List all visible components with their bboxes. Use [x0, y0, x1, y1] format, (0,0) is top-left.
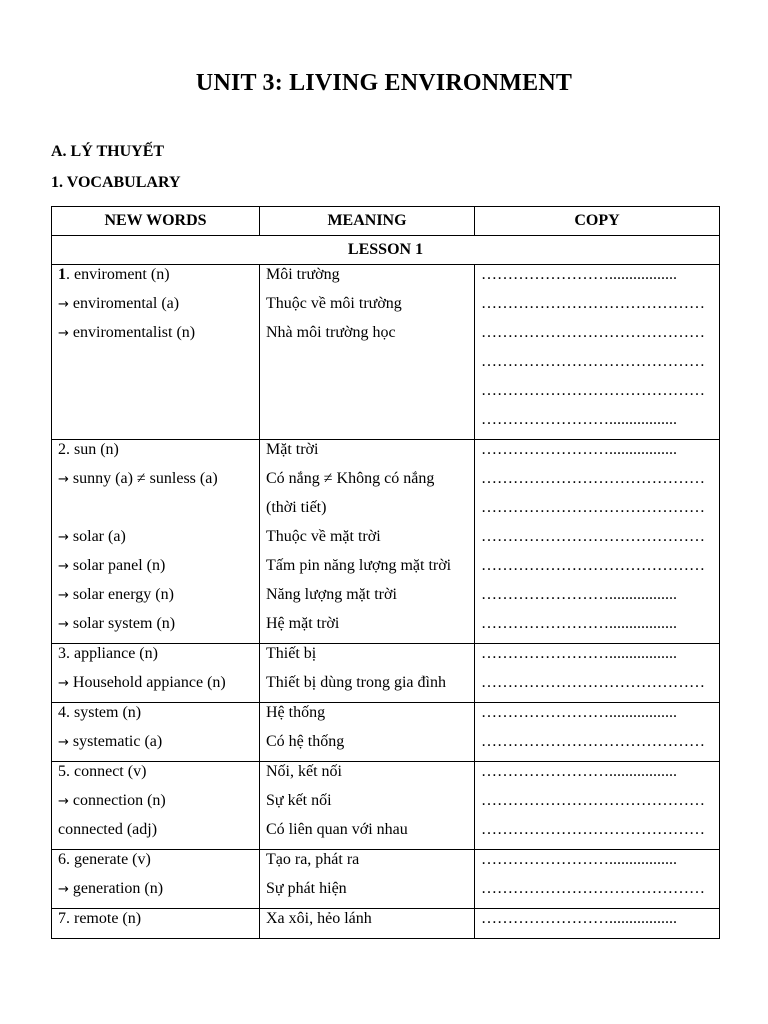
meaning-line: Mặt trời — [266, 441, 319, 458]
copy-cell — [475, 644, 720, 703]
word-line — [58, 879, 253, 908]
copy-blank-line[interactable]: ……………………................. — [481, 615, 677, 632]
meaning-line: Sự phát hiện — [266, 880, 347, 897]
section-heading-theory: A. LÝ THUYẾT — [51, 143, 165, 160]
meaning-cell — [260, 703, 475, 762]
meaning-cell — [260, 265, 475, 440]
word-line — [58, 585, 253, 614]
arrow-icon: → — [58, 735, 69, 750]
word-text: . enviroment (n) — [66, 266, 170, 283]
word-line — [58, 820, 253, 849]
copy-blank-line[interactable]: …………………………………… — [481, 382, 705, 399]
meaning-cell — [260, 909, 475, 939]
header-copy: COPY — [475, 207, 720, 236]
new-words-cell — [52, 703, 260, 762]
copy-blank-line[interactable]: …………………………………… — [481, 792, 705, 809]
word-text: 4. system (n) — [58, 704, 142, 721]
copy-blank-line[interactable]: ……………………................. — [481, 851, 677, 868]
word-line — [58, 909, 253, 938]
section-heading-vocabulary: 1. VOCABULARY — [51, 174, 181, 191]
word-line — [58, 673, 253, 702]
copy-cell — [475, 850, 720, 909]
copy-blank-line[interactable]: …………………………………… — [481, 353, 705, 370]
word-line — [58, 614, 253, 643]
word-line — [58, 469, 253, 498]
copy-blank-line[interactable]: …………………………………… — [481, 674, 705, 691]
word-line — [58, 294, 253, 323]
word-line — [58, 440, 253, 469]
new-words-cell — [52, 909, 260, 939]
table-row — [52, 265, 720, 440]
word-text: connection (n) — [72, 792, 166, 809]
meaning-line: Có hệ thống — [266, 733, 345, 750]
vocabulary-table — [51, 206, 720, 939]
arrow-icon: → — [58, 676, 69, 691]
copy-blank-line[interactable]: …………………………………… — [481, 880, 705, 897]
copy-blank-line[interactable]: …………………………………… — [481, 528, 705, 545]
copy-blank-line[interactable]: ……………………................. — [481, 645, 677, 662]
word-text: 6. generate (v) — [58, 851, 151, 868]
arrow-icon: → — [58, 588, 69, 603]
arrow-icon: → — [58, 794, 69, 809]
word-line — [58, 791, 253, 820]
table-row — [52, 703, 720, 762]
meaning-line: Môi trường — [266, 266, 340, 283]
table-row — [52, 644, 720, 703]
word-text: enviromental (a) — [72, 295, 180, 312]
meaning-line: Tạo ra, phát ra — [266, 851, 360, 868]
copy-blank-line[interactable]: …………………………………… — [481, 733, 705, 750]
meaning-line: Thiết bị — [266, 645, 317, 662]
meaning-line: Nối, kết nối — [266, 763, 342, 780]
meaning-line: Năng lượng mặt trời — [266, 586, 397, 603]
word-line — [58, 644, 253, 673]
meaning-line — [266, 352, 468, 381]
word-text: sunny (a) ≠ sunless (a) — [72, 470, 218, 487]
copy-blank-line[interactable]: …………………………………… — [481, 324, 705, 341]
table-row — [52, 440, 720, 644]
arrow-icon: → — [58, 559, 69, 574]
copy-cell — [475, 909, 720, 939]
meaning-line: Có nắng ≠ Không có nắng — [266, 470, 435, 487]
word-text: 5. connect (v) — [58, 763, 147, 780]
word-line — [58, 498, 253, 527]
word-line — [58, 527, 253, 556]
table-row — [52, 850, 720, 909]
page-title: UNIT 3: LIVING ENVIRONMENT — [195, 70, 573, 96]
meaning-line: Nhà môi trường học — [266, 324, 396, 341]
word-line — [58, 410, 253, 439]
copy-cell — [475, 762, 720, 850]
word-line — [58, 265, 253, 294]
word-line — [58, 703, 253, 732]
word-text: solar system (n) — [72, 615, 176, 632]
meaning-line: Thiết bị dùng trong gia đình — [266, 674, 446, 691]
copy-blank-line[interactable]: …………………………………… — [481, 499, 705, 516]
word-text: 2. sun (n) — [58, 441, 119, 458]
copy-blank-line[interactable]: …………………………………… — [481, 557, 705, 574]
meaning-line: Hệ thống — [266, 704, 326, 721]
header-meaning: MEANING — [260, 207, 475, 236]
table-row — [52, 909, 720, 939]
meaning-line — [266, 381, 468, 410]
word-number: 1 — [58, 266, 66, 283]
meaning-line: Hệ mặt trời — [266, 615, 340, 632]
word-text: solar (a) — [72, 528, 126, 545]
table-header-row — [52, 207, 720, 236]
copy-blank-line[interactable]: ……………………................. — [481, 586, 677, 603]
word-line — [58, 850, 253, 879]
copy-blank-line[interactable]: ……………………................. — [481, 704, 677, 721]
word-text: solar panel (n) — [72, 557, 166, 574]
meaning-line: Có liên quan với nhau — [266, 821, 408, 838]
word-text: solar energy (n) — [72, 586, 174, 603]
word-line — [58, 556, 253, 585]
new-words-cell — [52, 440, 260, 644]
meaning-line: Sự kết nối — [266, 792, 332, 809]
copy-cell — [475, 440, 720, 644]
word-line — [58, 352, 253, 381]
lesson-label: LESSON 1 — [52, 236, 720, 265]
header-new-words: NEW WORDS — [52, 207, 260, 236]
new-words-cell — [52, 644, 260, 703]
arrow-icon: → — [58, 617, 69, 632]
arrow-icon: → — [58, 297, 69, 312]
arrow-icon: → — [58, 530, 69, 545]
copy-blank-line[interactable]: ……………………................. — [481, 266, 677, 283]
copy-blank-line[interactable]: …………………………………… — [481, 470, 705, 487]
copy-blank-line[interactable]: ……………………................. — [481, 411, 677, 428]
word-text: connected (adj) — [58, 821, 158, 838]
copy-blank-line[interactable]: …………………………………… — [481, 821, 705, 838]
new-words-cell — [52, 762, 260, 850]
word-line — [58, 762, 253, 791]
meaning-cell — [260, 440, 475, 644]
copy-blank-line[interactable]: …………………………………… — [481, 295, 705, 312]
copy-cell — [475, 703, 720, 762]
meaning-line: Tấm pin năng lượng mặt trời — [266, 557, 452, 574]
word-text: systematic (a) — [72, 733, 163, 750]
copy-cell — [475, 265, 720, 440]
word-text: Household appiance (n) — [72, 674, 226, 691]
meaning-line — [266, 410, 468, 439]
meaning-line: (thời tiết) — [266, 499, 327, 516]
word-text: 3. appliance (n) — [58, 645, 158, 662]
word-text: generation (n) — [72, 880, 164, 897]
meaning-line: Xa xôi, hẻo lánh — [266, 910, 372, 927]
meaning-cell — [260, 762, 475, 850]
table-row — [52, 762, 720, 850]
meaning-cell — [260, 850, 475, 909]
new-words-cell — [52, 850, 260, 909]
word-text: enviromentalist (n) — [72, 324, 196, 341]
copy-blank-line[interactable]: ……………………................. — [481, 910, 677, 927]
meaning-line: Thuộc về mặt trời — [266, 528, 381, 545]
meaning-line: Thuộc về môi trường — [266, 295, 402, 312]
arrow-icon: → — [58, 882, 69, 897]
word-line — [58, 323, 253, 352]
arrow-icon: → — [58, 472, 69, 487]
meaning-cell — [260, 644, 475, 703]
arrow-icon: → — [58, 326, 69, 341]
copy-blank-line[interactable]: ……………………................. — [481, 763, 677, 780]
word-line — [58, 732, 253, 761]
word-text: 7. remote (n) — [58, 910, 142, 927]
new-words-cell — [52, 265, 260, 440]
word-line — [58, 381, 253, 410]
lesson-row — [52, 236, 720, 265]
copy-blank-line[interactable]: ……………………................. — [481, 441, 677, 458]
